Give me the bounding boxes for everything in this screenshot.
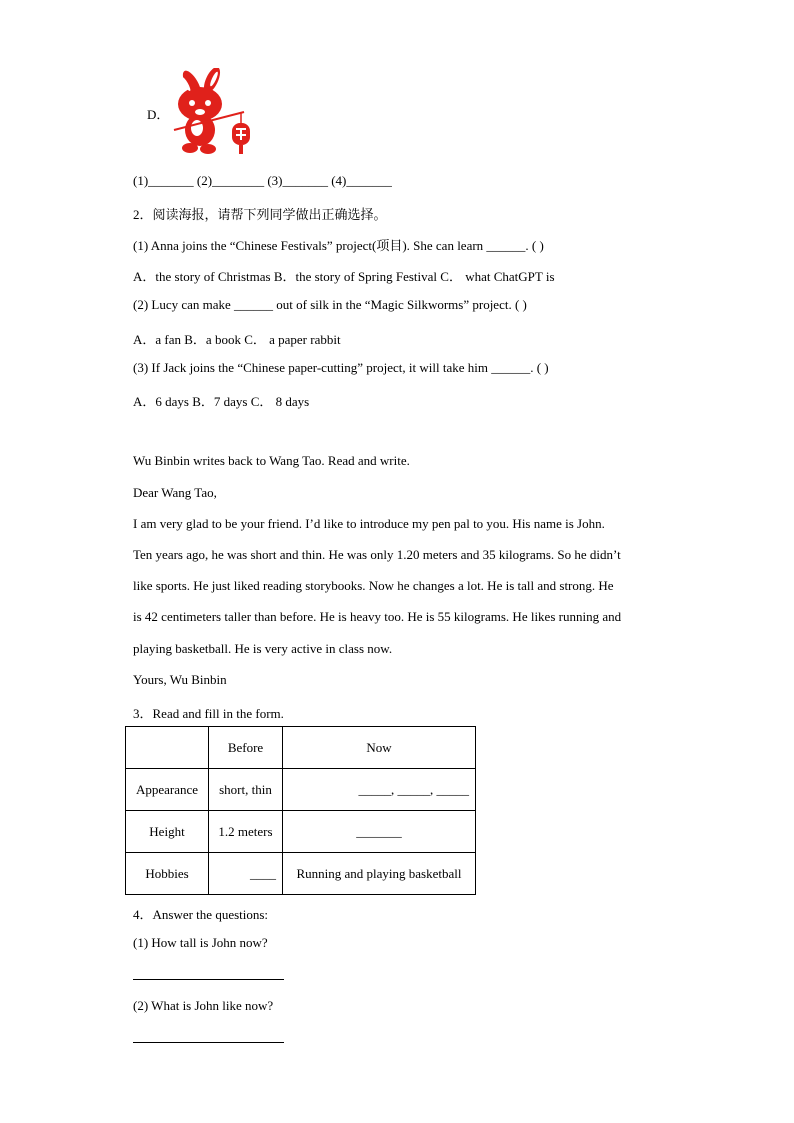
answer-blanks-line: (1)_______ (2)________ (3)_______ (4)_______ — [133, 173, 392, 188]
table-header-cell: Now — [283, 727, 476, 769]
question-2-1-options: A．the story of Christmas B．the story of Spring Festival C． what ChatGPT is — [133, 269, 555, 284]
table-cell: 1.2 meters — [209, 811, 283, 853]
table-cell: Hobbies — [126, 853, 209, 895]
question-4-1: (1) How tall is John now? — [133, 935, 268, 950]
question-2-2: (2) Lucy can make ______ out of silk in the “Magic Silkworms” project. ( ) — [133, 297, 527, 312]
answer-line — [133, 979, 284, 980]
table-cell: short, thin — [209, 769, 283, 811]
question-3-title: 3．Read and fill in the form. — [133, 706, 284, 721]
paper-cut-rabbit-image — [170, 68, 254, 156]
question-4-title: 4．Answer the questions: — [133, 907, 269, 922]
table-row — [126, 853, 476, 895]
table-row — [126, 811, 476, 853]
letter-intro: Wu Binbin writes back to Wang Tao. Read and write. — [133, 453, 410, 468]
table-header-cell: Before — [209, 727, 283, 769]
question-2-3: (3) If Jack joins the “Chinese paper-cutting” project, it will take him ______. ( ) — [133, 360, 549, 375]
table-cell: Running and playing basketball — [283, 853, 476, 895]
letter-line: playing basketball. He is very active in class now. — [133, 641, 393, 656]
table-header-row — [126, 727, 476, 769]
letter-line: I am very glad to be your friend. I’d like to introduce my pen pal to you. His name is John. — [133, 516, 605, 531]
question-2-2-options: A．a fan B．a book C． a paper rabbit — [133, 332, 341, 347]
letter-line: is 42 centimeters taller than before. He is heavy too. He is 55 kilograms. He likes running and — [133, 609, 622, 624]
letter-greeting: Dear Wang Tao, — [133, 485, 217, 500]
table-row — [126, 769, 476, 811]
answer-line — [133, 1042, 284, 1043]
question-2-title: 2．阅读海报，请帮下列同学做出正确选择。 — [133, 207, 387, 222]
fill-in-form-table — [125, 726, 476, 895]
question-2-3-options: A．6 days B．7 days C． 8 days — [133, 394, 310, 409]
table-header-cell — [126, 727, 209, 769]
question-2-1: (1) Anna joins the “Chinese Festivals” project(项目). She can learn ______. ( ) — [133, 238, 544, 253]
letter-line: Ten years ago, he was short and thin. He was only 1.20 meters and 35 kilograms. So he didn’t — [133, 547, 621, 562]
table-cell: Appearance — [126, 769, 209, 811]
option-d-label: D． — [147, 107, 170, 122]
question-4-2: (2) What is John like now? — [133, 998, 274, 1013]
table-cell: _____, _____, _____ — [283, 769, 476, 811]
table-cell: Height — [126, 811, 209, 853]
table-cell: ____ — [209, 853, 283, 895]
letter-closing: Yours, Wu Binbin — [133, 672, 227, 687]
letter-line: like sports. He just liked reading storybooks. Now he changes a lot. He is tall and strong. He — [133, 578, 614, 593]
table-cell: _______ — [283, 811, 476, 853]
